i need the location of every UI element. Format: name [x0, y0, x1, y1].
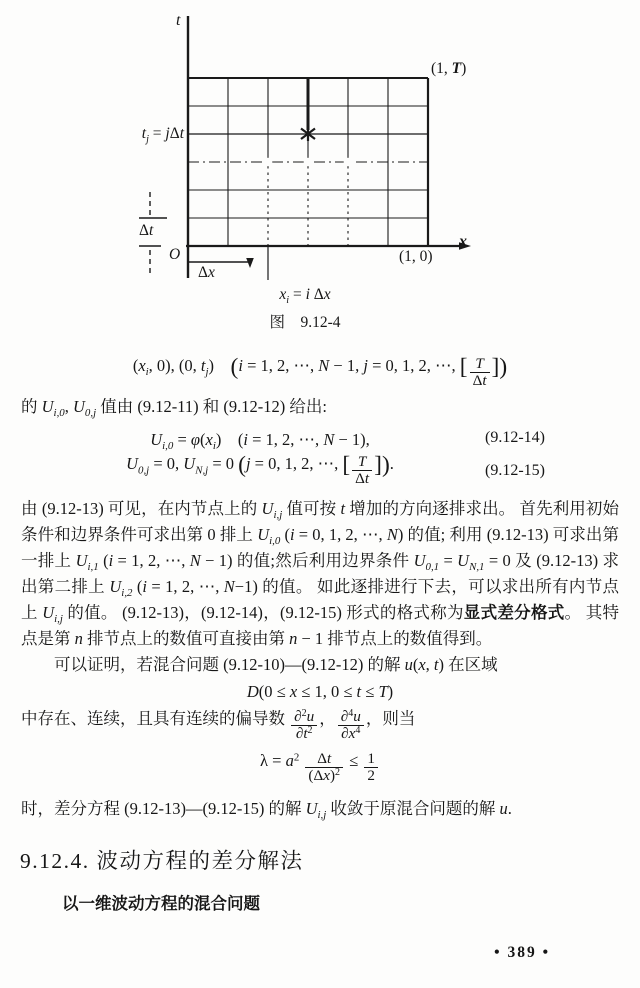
node-row-label: $t_j = j\Delta t$	[141, 125, 184, 145]
x-axis-label: x	[459, 233, 467, 250]
line-u-values-given: 的 $U_{i,0}$, $U_{0,j}$ 值由 (9.12-11) 和 (9.12-12) 给出:	[21, 396, 327, 419]
equation-number: (9.12-15)	[485, 461, 545, 479]
equation-body: $\lambda = a^2$ $\frac{\Delta t}{(\Delta x)^2}$ ≤ $\frac{1}{2}$	[260, 751, 380, 785]
equation-body: $U_{0,j} = 0$, $U_{N,j} = 0$ (j = 0, 1, 2, ⋯, [ $\frac{T}{\Delta t}$ ]).	[126, 451, 394, 488]
paragraph-convergence-intro: 可以证明，若混合问题 (9.12-10)—(9.12-12) 的解 u(x, t) 在区域	[54, 654, 498, 674]
delta-x-label: Δx	[198, 264, 215, 281]
corner-label-1-T: (1, T)	[431, 60, 467, 77]
equation-domain-D	[0, 682, 640, 702]
section-heading-9-12-4: 9.12.4. 波动方程的差分解法	[20, 849, 304, 874]
paragraph-conclusion: 时，差分方程 (9.12-13)—(9.12-15) 的解 $U_{i,j}$ 收敛于原混合问题的解 u.	[21, 799, 512, 822]
subsection-intro-line: 以一维波动方程的混合问题	[62, 894, 260, 914]
corner-label-1-0: (1, 0)	[399, 248, 433, 265]
grid-diagram	[0, 0, 640, 285]
paragraph-partial-derivatives: 中存在、连续，且具有连续的偏导数 $\frac{\partial^2u}{\partial t^2}$ ， $\frac{\partial^4u}{\partial x^4}$ ，则当	[21, 707, 416, 743]
equation-number: (9.12-14)	[485, 428, 545, 446]
circle-node	[304, 158, 313, 167]
delta-t-label: Δt	[139, 222, 154, 239]
equation-body: ($x_i$, 0), (0, $t_j$) (i = 1, 2, ⋯, N − 1, j = 0, 1, 2, ⋯, [ $\frac{T}{\Delta t}$ ])	[132, 353, 508, 390]
page-number: • 389 •	[494, 944, 550, 961]
equation-body: D(0 ≤ x ≤ 1, 0 ≤ t ≤ T)	[246, 681, 394, 701]
equation-body: $U_{i,0} = \varphi(x_i)$ (i = 1, 2, ⋯, N − 1),	[150, 429, 370, 452]
origin-label: O	[169, 246, 181, 263]
measure-marks	[139, 192, 254, 277]
t-axis-label: t	[176, 12, 181, 29]
equation-9-12-15	[0, 451, 640, 488]
circle-node	[344, 158, 353, 167]
paragraph-explicit-scheme: 由 (9.12-13) 可见，在内节点上的 $U_{i,j}$ 值可按 t 增加的方向逐排求出。 首先利用初始条件和边界条件可求出第 0 排上 $U_{i,0}$ (i = 0, 1, 2, ⋯, N) 的值; 利用 (9.12-13) 可求出第一排上 $U_{i,1}$ (i = 1, 2, ⋯, N − 1) 的值;然后利用边界条件 $U_{0,1} = U_{N,1} = 0$ 及 (9.12-13) 求出第二排上 $U_{i,2}$ (i = 1, 2, ⋯, N−1) 的值。 如此逐排进行下去，可以求出所有内节点上 $U_{i,j}$ 的值。 (9.12-13)，(9.12-14)，(9.12-15) 形式的格式称为显式差分格式。 其特点是第 n 排节点上的数值可直接由第 n − 1 排节点上的数值得到。	[21, 498, 620, 648]
figure-9-12-4	[0, 0, 640, 338]
x-nodes-formula: $x_i = i$ Δx	[279, 286, 331, 306]
equation-lambda-condition	[0, 751, 640, 785]
figure-caption: 图 9.12-4	[269, 314, 341, 331]
star-node	[301, 125, 315, 141]
equation-grid-points	[0, 352, 640, 390]
equation-9-12-14	[0, 426, 640, 450]
circle-node	[264, 158, 273, 167]
